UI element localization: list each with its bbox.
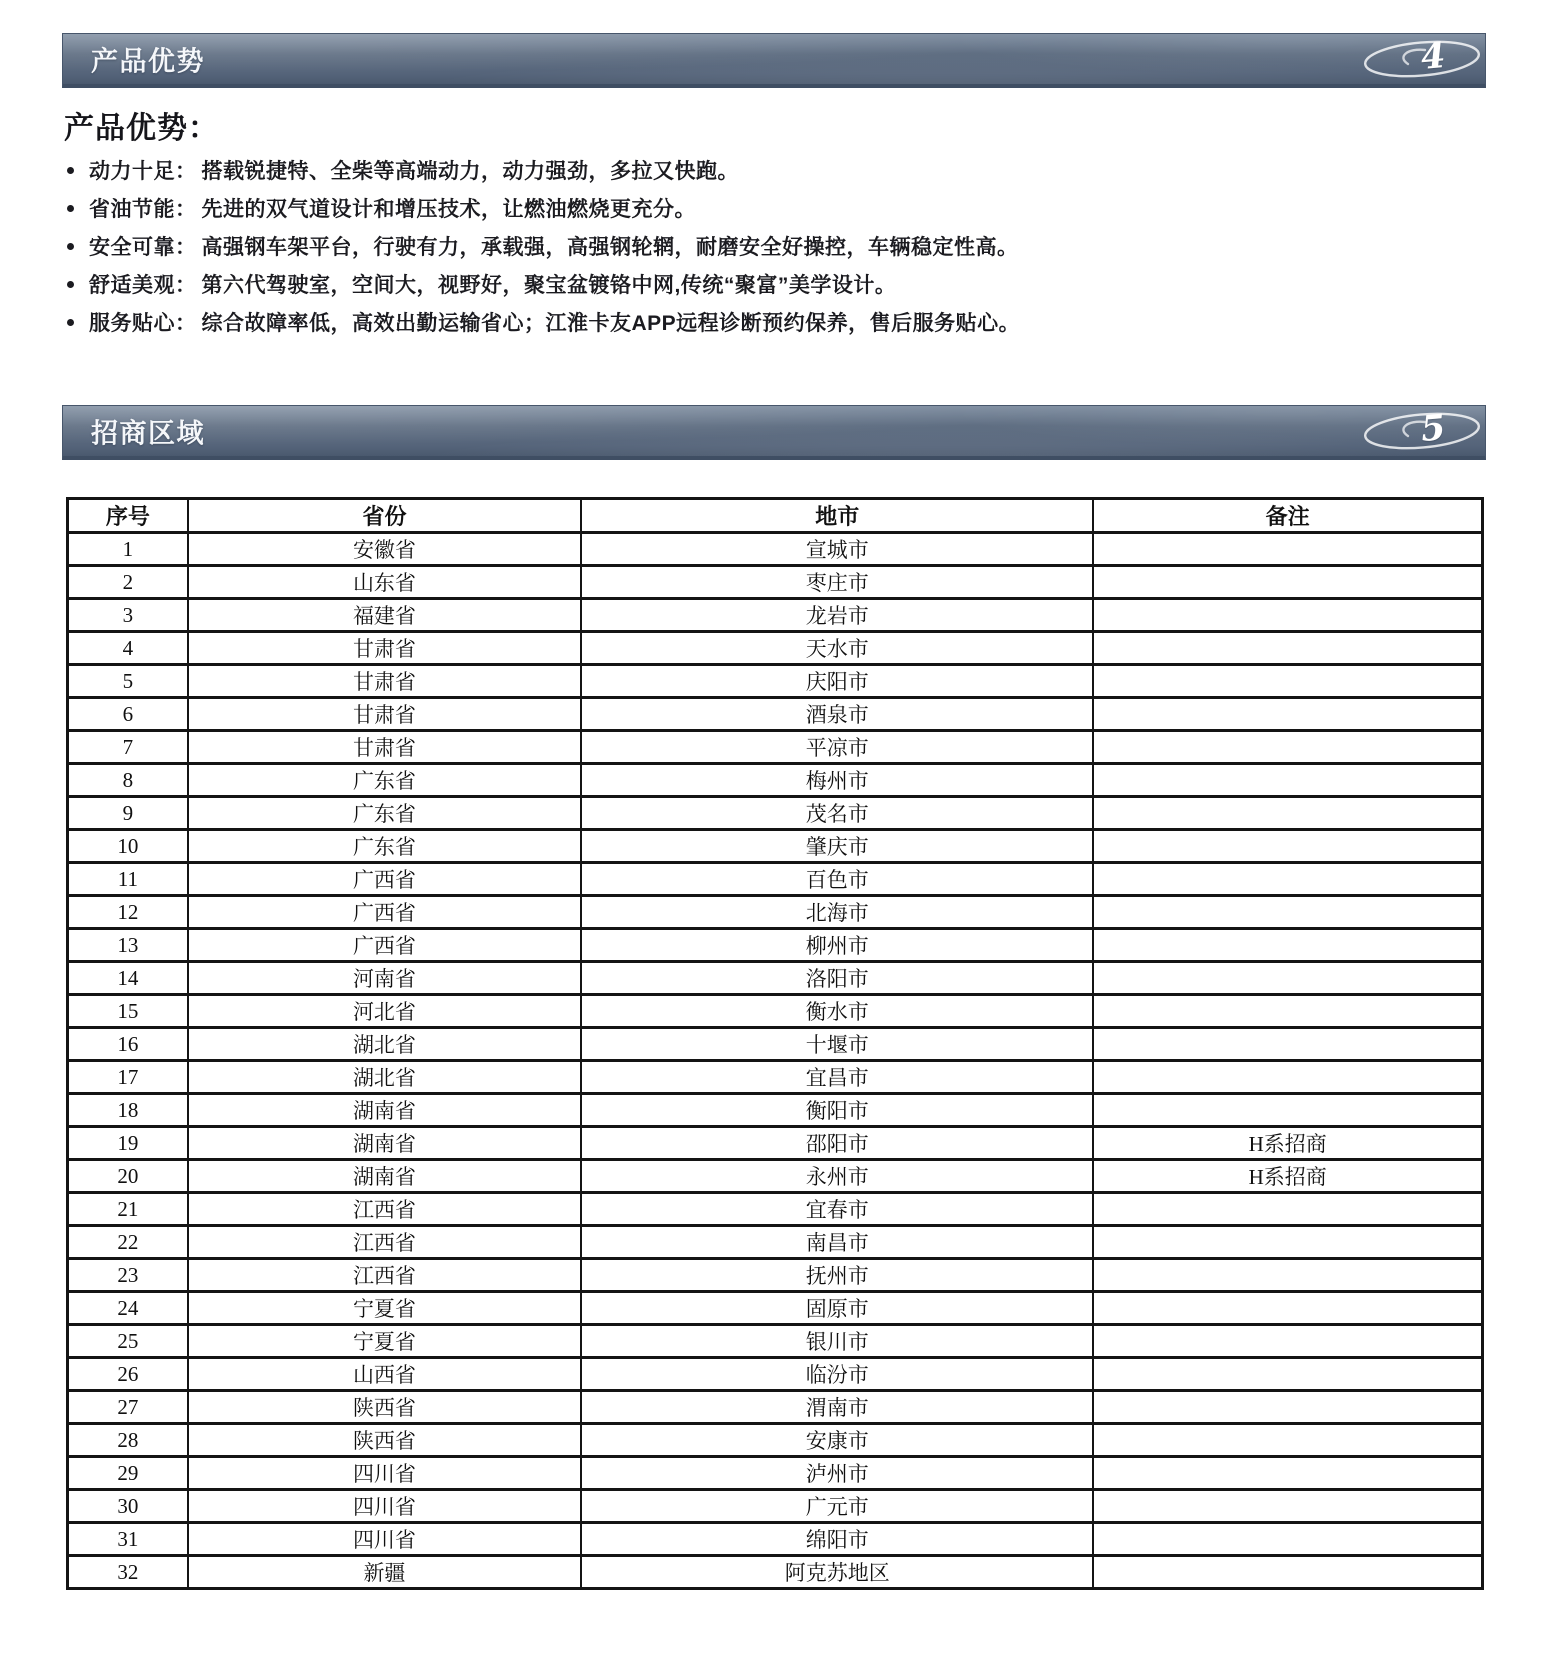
cell-city: 渭南市	[581, 1391, 1093, 1424]
cell-province: 安徽省	[188, 533, 581, 566]
cell-note	[1093, 764, 1482, 797]
advantage-desc: 先进的双气道设计和增压技术，让燃油燃烧更充分。	[201, 198, 696, 221]
cell-city: 肇庆市	[581, 830, 1093, 863]
advantage-item	[67, 227, 1467, 265]
table-row	[68, 764, 1483, 797]
cell-note	[1093, 1358, 1482, 1391]
cell-city: 阿克苏地区	[581, 1556, 1093, 1589]
page-number-badge	[1361, 37, 1483, 81]
cell-province: 江西省	[188, 1259, 581, 1292]
cell-no: 11	[68, 863, 188, 896]
cell-note	[1093, 1226, 1482, 1259]
table-row	[68, 863, 1483, 896]
cell-city: 抚州市	[581, 1259, 1093, 1292]
cell-note	[1093, 1193, 1482, 1226]
bullet-dot-icon	[67, 243, 74, 250]
cell-city: 茂名市	[581, 797, 1093, 830]
cell-province: 广东省	[188, 830, 581, 863]
cell-province: 陕西省	[188, 1391, 581, 1424]
cell-city: 宜昌市	[581, 1061, 1093, 1094]
advantage-desc: 搭载锐捷特、全柴等高端动力，动力强劲，多拉又快跑。	[201, 160, 739, 183]
cell-no: 3	[68, 599, 188, 632]
advantage-term: 动力十足：	[89, 160, 197, 183]
cell-note	[1093, 1556, 1482, 1589]
cell-province: 宁夏省	[188, 1292, 581, 1325]
table-row	[68, 599, 1483, 632]
bullet-dot-icon	[67, 205, 74, 212]
cell-note	[1093, 566, 1482, 599]
table-row	[68, 1061, 1483, 1094]
cell-note	[1093, 830, 1482, 863]
cell-note	[1093, 1061, 1482, 1094]
cell-no: 28	[68, 1424, 188, 1457]
cell-province: 四川省	[188, 1457, 581, 1490]
table-row	[68, 533, 1483, 566]
cell-province: 江西省	[188, 1226, 581, 1259]
cell-city: 天水市	[581, 632, 1093, 665]
table-header-row	[68, 499, 1483, 533]
advantage-item	[67, 303, 1467, 341]
table-row	[68, 1424, 1483, 1457]
cell-city: 庆阳市	[581, 665, 1093, 698]
cell-note	[1093, 1391, 1482, 1424]
bullet-dot-icon	[67, 167, 74, 174]
table-row	[68, 1094, 1483, 1127]
cell-city: 泸州市	[581, 1457, 1093, 1490]
table-row	[68, 1556, 1483, 1589]
cell-note	[1093, 1424, 1482, 1457]
advantage-term: 舒适美观：	[89, 274, 197, 297]
cell-province: 广东省	[188, 764, 581, 797]
cell-note	[1093, 1523, 1482, 1556]
cell-no: 2	[68, 566, 188, 599]
cell-city: 北海市	[581, 896, 1093, 929]
cell-no: 21	[68, 1193, 188, 1226]
cell-city: 枣庄市	[581, 566, 1093, 599]
cell-note	[1093, 995, 1482, 1028]
cell-province: 四川省	[188, 1523, 581, 1556]
table-body	[68, 533, 1483, 1589]
cell-province: 湖南省	[188, 1094, 581, 1127]
table-row	[68, 1358, 1483, 1391]
advantage-desc: 高强钢车架平台，行驶有力，承载强，高强钢轮辋，耐磨安全好操控，车辆稳定性高。	[201, 236, 1019, 259]
cell-city: 广元市	[581, 1490, 1093, 1523]
cell-no: 22	[68, 1226, 188, 1259]
cell-no: 15	[68, 995, 188, 1028]
table-row	[68, 698, 1483, 731]
advantage-term: 安全可靠：	[89, 236, 197, 259]
section-title: 招商区域	[91, 418, 205, 449]
cell-province: 甘肃省	[188, 698, 581, 731]
cell-province: 河南省	[188, 962, 581, 995]
cell-province: 江西省	[188, 1193, 581, 1226]
cell-note	[1093, 929, 1482, 962]
advantage-item	[67, 189, 1467, 227]
table-row	[68, 1226, 1483, 1259]
cell-note	[1093, 632, 1482, 665]
cell-province: 广东省	[188, 797, 581, 830]
page-number-badge	[1361, 409, 1483, 453]
cell-province: 湖北省	[188, 1061, 581, 1094]
table-row	[68, 1490, 1483, 1523]
cell-no: 31	[68, 1523, 188, 1556]
table-row	[68, 830, 1483, 863]
cell-province: 湖北省	[188, 1028, 581, 1061]
cell-no: 12	[68, 896, 188, 929]
table-row	[68, 1193, 1483, 1226]
cell-note	[1093, 665, 1482, 698]
table-row	[68, 1028, 1483, 1061]
cell-note: H系招商	[1093, 1127, 1482, 1160]
cell-no: 30	[68, 1490, 188, 1523]
cell-province: 甘肃省	[188, 632, 581, 665]
table-row	[68, 731, 1483, 764]
cell-no: 8	[68, 764, 188, 797]
cell-province: 湖南省	[188, 1160, 581, 1193]
cell-no: 4	[68, 632, 188, 665]
table-row	[68, 1325, 1483, 1358]
bullet-dot-icon	[67, 281, 74, 288]
cell-city: 永州市	[581, 1160, 1093, 1193]
section-header-product-advantages	[62, 33, 1486, 88]
cell-note	[1093, 863, 1482, 896]
cell-no: 13	[68, 929, 188, 962]
table-row	[68, 1292, 1483, 1325]
cell-no: 7	[68, 731, 188, 764]
table-row	[68, 929, 1483, 962]
col-header-province: 省份	[188, 499, 581, 533]
col-header-city: 地市	[581, 499, 1093, 533]
advantages-heading: 产品优势：	[64, 112, 219, 145]
table-row	[68, 797, 1483, 830]
cell-province: 宁夏省	[188, 1325, 581, 1358]
cell-province: 四川省	[188, 1490, 581, 1523]
cell-no: 1	[68, 533, 188, 566]
cell-no: 20	[68, 1160, 188, 1193]
cell-province: 新疆	[188, 1556, 581, 1589]
cell-no: 25	[68, 1325, 188, 1358]
cell-no: 9	[68, 797, 188, 830]
table-row	[68, 1523, 1483, 1556]
cell-no: 14	[68, 962, 188, 995]
cell-no: 32	[68, 1556, 188, 1589]
table-row	[68, 1457, 1483, 1490]
cell-province: 湖南省	[188, 1127, 581, 1160]
cell-province: 广西省	[188, 863, 581, 896]
advantage-item	[67, 151, 1467, 189]
advantages-list	[67, 151, 1467, 341]
section-header-investment-regions	[62, 405, 1486, 460]
table-row	[68, 665, 1483, 698]
cell-province: 甘肃省	[188, 665, 581, 698]
table-row	[68, 1127, 1483, 1160]
cell-city: 龙岩市	[581, 599, 1093, 632]
advantage-desc: 第六代驾驶室，空间大，视野好，聚宝盆镀铬中网,传统“聚富”美学设计。	[201, 274, 897, 297]
table-row	[68, 896, 1483, 929]
advantage-item	[67, 265, 1467, 303]
col-header-no: 序号	[68, 499, 188, 533]
cell-province: 山东省	[188, 566, 581, 599]
cell-note	[1093, 698, 1482, 731]
table-row	[68, 1391, 1483, 1424]
advantage-term: 服务贴心：	[89, 312, 197, 335]
cell-note	[1093, 1292, 1482, 1325]
cell-note	[1093, 533, 1482, 566]
cell-no: 6	[68, 698, 188, 731]
cell-no: 29	[68, 1457, 188, 1490]
cell-province: 广西省	[188, 929, 581, 962]
cell-city: 银川市	[581, 1325, 1093, 1358]
cell-note	[1093, 1457, 1482, 1490]
cell-no: 23	[68, 1259, 188, 1292]
cell-city: 衡水市	[581, 995, 1093, 1028]
cell-no: 17	[68, 1061, 188, 1094]
page-number: 5	[1419, 407, 1448, 450]
cell-city: 宜春市	[581, 1193, 1093, 1226]
table-row	[68, 995, 1483, 1028]
cell-province: 广西省	[188, 896, 581, 929]
cell-note	[1093, 896, 1482, 929]
cell-city: 酒泉市	[581, 698, 1093, 731]
section-title: 产品优势	[91, 46, 205, 77]
cell-city: 绵阳市	[581, 1523, 1093, 1556]
cell-city: 十堰市	[581, 1028, 1093, 1061]
cell-city: 百色市	[581, 863, 1093, 896]
cell-city: 固原市	[581, 1292, 1093, 1325]
cell-note	[1093, 599, 1482, 632]
cell-note	[1093, 1094, 1482, 1127]
table-row	[68, 1259, 1483, 1292]
cell-city: 宣城市	[581, 533, 1093, 566]
cell-note	[1093, 797, 1482, 830]
table-row	[68, 962, 1483, 995]
cell-note	[1093, 1028, 1482, 1061]
regions-table	[66, 497, 1484, 1590]
cell-city: 洛阳市	[581, 962, 1093, 995]
cell-note: H系招商	[1093, 1160, 1482, 1193]
cell-city: 衡阳市	[581, 1094, 1093, 1127]
cell-no: 26	[68, 1358, 188, 1391]
cell-no: 5	[68, 665, 188, 698]
bullet-dot-icon	[67, 319, 74, 326]
cell-no: 10	[68, 830, 188, 863]
table-row	[68, 632, 1483, 665]
cell-note	[1093, 962, 1482, 995]
cell-no: 27	[68, 1391, 188, 1424]
cell-province: 河北省	[188, 995, 581, 1028]
col-header-note: 备注	[1093, 499, 1482, 533]
cell-city: 平凉市	[581, 731, 1093, 764]
cell-note	[1093, 1325, 1482, 1358]
cell-city: 南昌市	[581, 1226, 1093, 1259]
cell-note	[1093, 731, 1482, 764]
cell-city: 安康市	[581, 1424, 1093, 1457]
cell-city: 临汾市	[581, 1358, 1093, 1391]
table-row	[68, 1160, 1483, 1193]
advantage-desc: 综合故障率低，高效出勤运输省心；江淮卡友APP远程诊断预约保养，售后服务贴心。	[201, 312, 1021, 335]
cell-no: 18	[68, 1094, 188, 1127]
cell-city: 邵阳市	[581, 1127, 1093, 1160]
cell-no: 24	[68, 1292, 188, 1325]
cell-city: 柳州市	[581, 929, 1093, 962]
cell-province: 甘肃省	[188, 731, 581, 764]
page-number: 4	[1419, 35, 1448, 78]
cell-note	[1093, 1490, 1482, 1523]
cell-province: 陕西省	[188, 1424, 581, 1457]
cell-no: 19	[68, 1127, 188, 1160]
advantage-term: 省油节能：	[89, 198, 197, 221]
cell-note	[1093, 1259, 1482, 1292]
cell-province: 福建省	[188, 599, 581, 632]
cell-city: 梅州市	[581, 764, 1093, 797]
table-row	[68, 566, 1483, 599]
cell-no: 16	[68, 1028, 188, 1061]
cell-province: 山西省	[188, 1358, 581, 1391]
